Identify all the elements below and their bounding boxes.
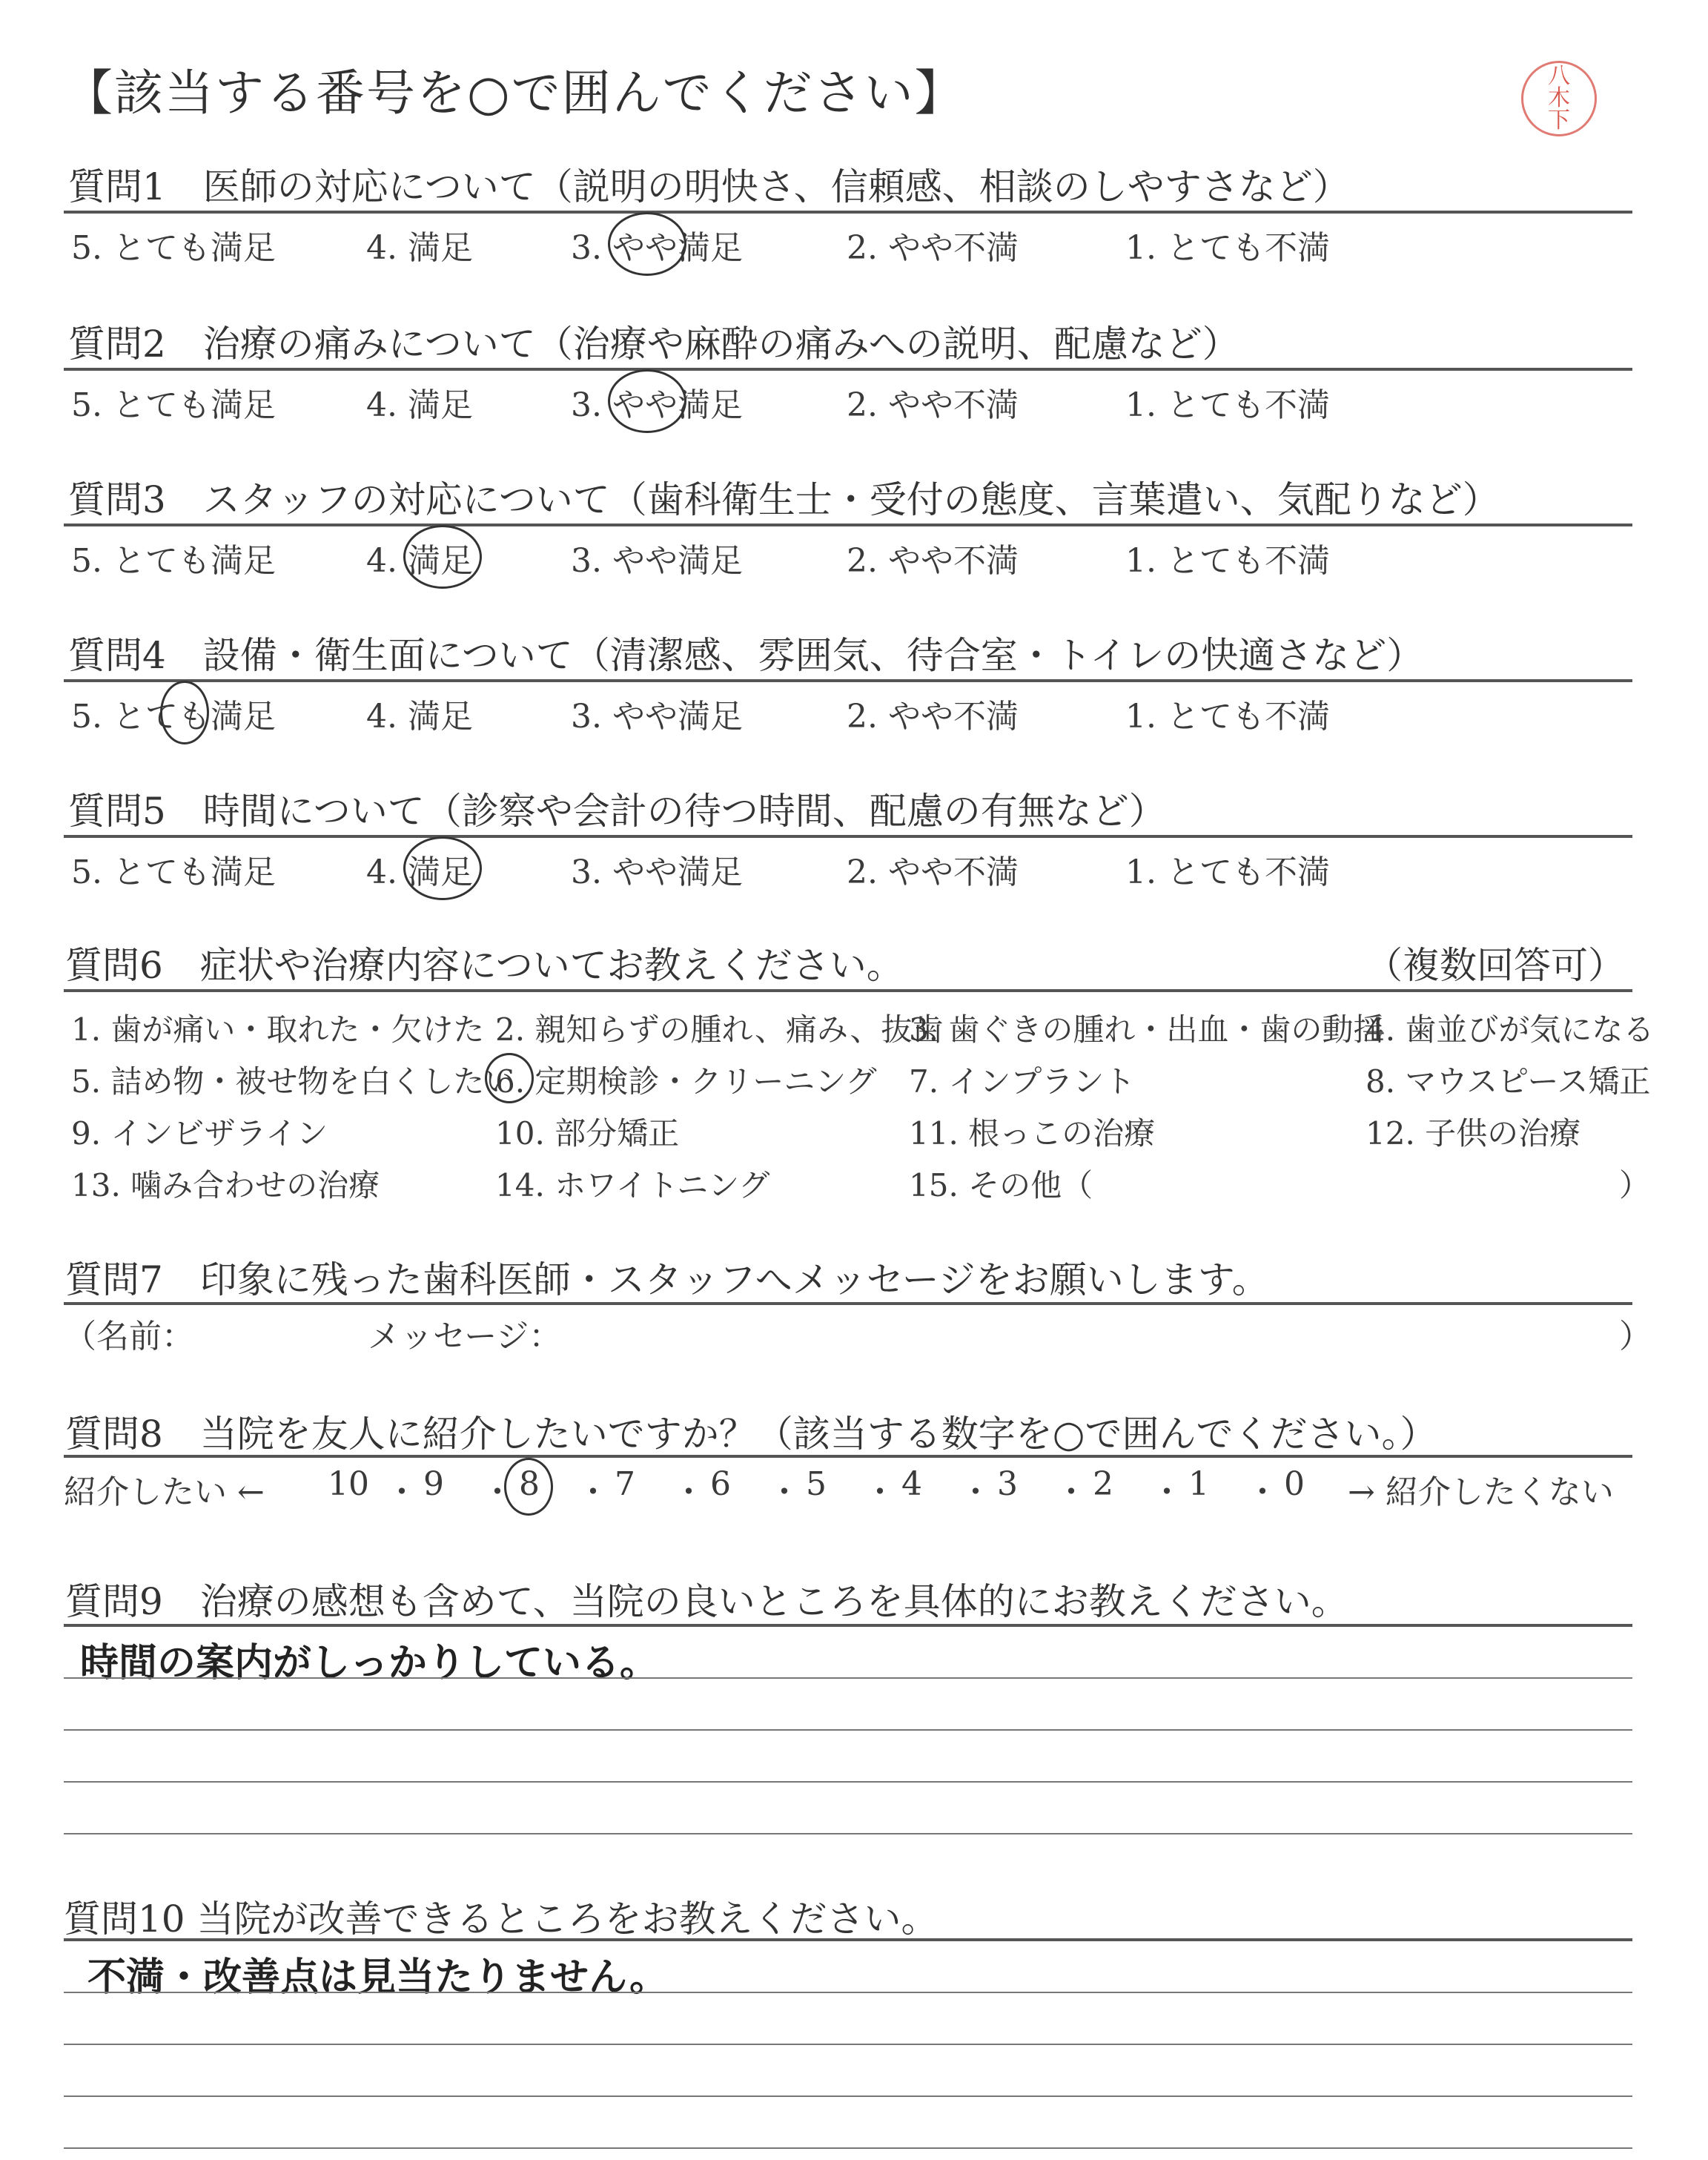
q6-option[interactable]: 8. マウスピース矯正 [1366,1063,1651,1100]
q7-message-label: メッセージ： [368,1318,562,1355]
q9-line [64,1833,1632,1834]
selection-circle [485,1053,534,1103]
q8-scale-value[interactable]: 4 [901,1465,922,1503]
q5-rule [64,835,1632,838]
q8-scale-value[interactable]: 7 [615,1465,635,1503]
q10-line [64,2147,1632,2149]
q10-line [64,2044,1632,2045]
q9-line [64,1729,1632,1731]
q8-rule [64,1455,1632,1458]
selection-circle [403,836,482,900]
q2-option[interactable]: 1. とても不満 [1125,386,1330,424]
q6-option[interactable]: 14. ホワイトニング [495,1167,770,1203]
q6-option[interactable]: 10. 部分矯正 [495,1115,680,1152]
q5-option[interactable]: 1. とても不満 [1125,853,1330,891]
q9-title: 質問9 治療の感想も含めて、当院の良いところを具体的にお教えください。 [65,1580,1348,1623]
q8-scale-dot: ・ [385,1473,418,1511]
q4-title: 質問4 設備・衛生面について（清潔感、雰囲気、待合室・トイレの快適さなど） [68,634,1424,677]
q8-title: 質問8 当院を友人に紹介したいですか？（該当する数字を○で囲んでください。） [65,1413,1437,1456]
q8-scale-value[interactable]: 2 [1093,1465,1113,1503]
q3-option[interactable]: 4. 満足 [366,542,473,580]
q8-left-label: 紹介したい ← [64,1473,265,1511]
q7-name-label: （名前： [64,1318,194,1355]
q10-title: 質問10 当院が改善できるところをお教えください。 [64,1898,939,1941]
q10-rule [64,1938,1632,1941]
q3-option[interactable]: 2. やや不満 [847,542,1019,580]
q6-option[interactable]: 7. インプラント [909,1063,1136,1100]
q8-scale-value[interactable]: 0 [1284,1465,1305,1503]
selection-circle [160,681,209,744]
q8-scale-dot: ・ [959,1473,992,1511]
q4-option[interactable]: 1. とても不満 [1125,698,1330,736]
q1-option[interactable]: 1. とても不満 [1125,229,1330,267]
q6-option[interactable]: ） [1619,1167,1651,1203]
q5-option[interactable]: 3. やや満足 [571,853,743,891]
q6-option[interactable]: 5. 詰め物・被せ物を白くしたい [71,1063,516,1100]
q2-title: 質問2 治療の痛みについて（治療や麻酔の痛みへの説明、配慮など） [68,323,1239,366]
q4-option[interactable]: 4. 満足 [366,698,473,736]
selection-circle [608,369,686,433]
q10-line [64,1992,1632,1993]
q3-option[interactable]: 3. やや満足 [571,542,743,580]
seal-stamp: 八 木 下 [1521,61,1597,136]
q1-option[interactable]: 4. 満足 [366,229,473,267]
q1-option[interactable]: 5. とても満足 [71,229,276,267]
q5-option[interactable]: 4. 満足 [366,853,473,891]
q4-rule [64,679,1632,682]
q6-option[interactable]: 2. 親知らずの腫れ、痛み、抜歯 [495,1011,944,1048]
q10-answer: 不満・改善点は見当たりません。 [87,1955,669,2000]
q9-line [64,1677,1632,1679]
q8-scale-dot: ・ [1246,1473,1279,1511]
q5-title: 質問5 時間について（診察や会計の待つ時間、配慮の有無など） [68,790,1166,833]
q8-scale-value[interactable]: 3 [997,1465,1018,1503]
q6-option[interactable]: 9. インビザライン [71,1115,328,1152]
q6-option[interactable]: 11. 根っこの治療 [909,1115,1156,1152]
q10-line [64,2095,1632,2097]
q1-option[interactable]: 2. やや不満 [847,229,1019,267]
q8-scale-value[interactable]: 1 [1188,1465,1209,1503]
q4-option[interactable]: 3. やや満足 [571,698,743,736]
q2-rule [64,368,1632,371]
q6-rule [64,989,1632,992]
selection-circle [608,212,686,276]
q8-scale-value[interactable]: 5 [806,1465,827,1503]
q6-option[interactable]: 15. その他（ [909,1167,1093,1203]
q2-option[interactable]: 4. 満足 [366,386,473,424]
q9-rule [64,1624,1632,1627]
q5-option[interactable]: 2. やや不満 [847,853,1019,891]
q7-rule [64,1302,1632,1305]
q8-scale-dot: ・ [768,1473,801,1511]
q4-option[interactable]: 2. やや不満 [847,698,1019,736]
q8-scale-dot: ・ [672,1473,705,1511]
q3-rule [64,524,1632,526]
q2-option[interactable]: 5. とても満足 [71,386,276,424]
q3-title: 質問3 スタッフの対応について（歯科衛生士・受付の態度、言葉遣い、気配りなど） [68,478,1500,521]
q4-option[interactable]: 5. とても満足 [71,698,276,736]
q8-scale-dot: ・ [481,1473,514,1511]
q8-scale-dot: ・ [577,1473,609,1511]
q9-answer: 時間の案内がしっかりしている。 [80,1641,659,1685]
q6-title: 質問6 症状や治療内容についてお教えください。 [65,944,904,987]
q6-option[interactable]: 4. 歯並びが気になる [1366,1011,1655,1048]
q8-right-label: → 紹介したくない [1348,1473,1614,1511]
q8-scale-value[interactable]: 9 [423,1465,444,1503]
q8-scale-value[interactable]: 10 [328,1465,369,1503]
q6-option[interactable]: 13. 噛み合わせの治療 [71,1167,380,1203]
q2-option[interactable]: 3. やや満足 [571,386,743,424]
q1-option[interactable]: 3. やや満足 [571,229,743,267]
q6-option[interactable]: 3. 歯ぐきの腫れ・出血・歯の動揺 [909,1011,1385,1048]
q8-scale-dot: ・ [864,1473,896,1511]
q6-note: （複数回答可） [1366,944,1625,987]
selection-circle [504,1458,553,1516]
q8-scale-value[interactable]: 6 [710,1465,731,1503]
page-title: 【該当する番号を○で囲んでください】 [64,65,965,122]
q2-option[interactable]: 2. やや不満 [847,386,1019,424]
q8-scale-dot: ・ [1055,1473,1088,1511]
q3-option[interactable]: 1. とても不満 [1125,542,1330,580]
q3-option[interactable]: 5. とても満足 [71,542,276,580]
q6-option[interactable]: 12. 子供の治療 [1366,1115,1581,1152]
q7-title: 質問7 印象に残った歯科医師・スタッフへメッセージをお願いします。 [65,1258,1269,1301]
q1-title: 質問1 医師の対応について（説明の明快さ、信頼感、相談のしやすさなど） [68,165,1350,208]
q6-option[interactable]: 1. 歯が痛い・取れた・欠けた [71,1011,485,1048]
q5-option[interactable]: 5. とても満足 [71,853,276,891]
q7-close-paren: ） [1619,1318,1652,1355]
q8-scale-value[interactable]: 8 [519,1465,540,1503]
q8-scale-dot: ・ [1151,1473,1183,1511]
selection-circle [403,525,482,589]
q9-line [64,1781,1632,1783]
q6-option[interactable]: 6. 定期検診・クリーニング [495,1063,877,1100]
q1-rule [64,211,1632,214]
